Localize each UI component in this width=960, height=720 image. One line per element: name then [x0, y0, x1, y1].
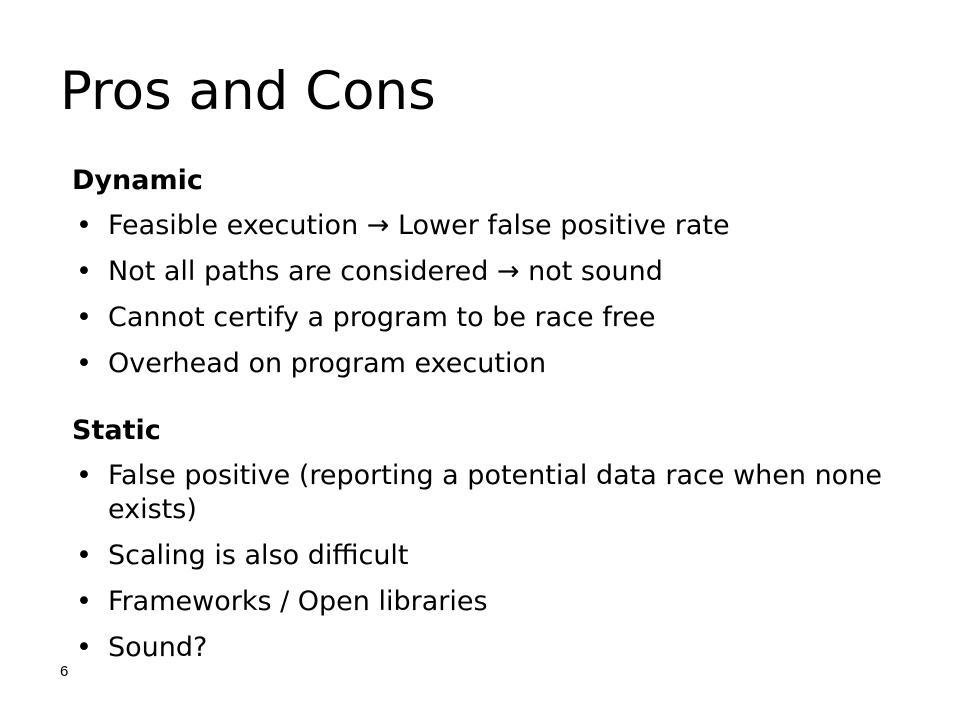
bullet-text: Feasible execution → Lower false positive rate [108, 210, 730, 241]
bullet-icon: • [76, 348, 92, 379]
bullet-list-static [72, 459, 932, 677]
bullet-text: Cannot certify a program to be race free [108, 302, 656, 333]
section-heading-static: Static [72, 415, 161, 446]
bullet-item [72, 301, 932, 335]
bullet-icon: • [76, 302, 92, 333]
bullet-icon: • [76, 632, 92, 663]
bullet-item [72, 631, 932, 665]
bullet-item [72, 347, 932, 381]
bullet-item [72, 255, 932, 289]
bullet-item [72, 209, 932, 243]
bullet-icon: • [76, 210, 92, 241]
bullet-text: Scaling is also difficult [108, 540, 409, 571]
bullet-text: False positive (reporting a potential data race when none exists) [108, 460, 882, 525]
bullet-item [72, 585, 932, 619]
slide-title: Pros and Cons [60, 61, 436, 122]
slide-number: 6 [60, 663, 69, 680]
bullet-text: Sound? [108, 632, 208, 663]
bullet-item [72, 459, 932, 527]
section-heading-dynamic: Dynamic [72, 165, 203, 196]
bullet-text: Frameworks / Open libraries [108, 586, 488, 617]
bullet-icon: • [76, 460, 92, 491]
bullet-icon: • [76, 540, 92, 571]
bullet-item [72, 539, 932, 573]
bullet-icon: • [76, 256, 92, 287]
bullet-icon: • [76, 586, 92, 617]
bullet-list-dynamic [72, 209, 932, 393]
bullet-text: Not all paths are considered → not sound [108, 256, 663, 287]
bullet-text: Overhead on program execution [108, 348, 547, 379]
